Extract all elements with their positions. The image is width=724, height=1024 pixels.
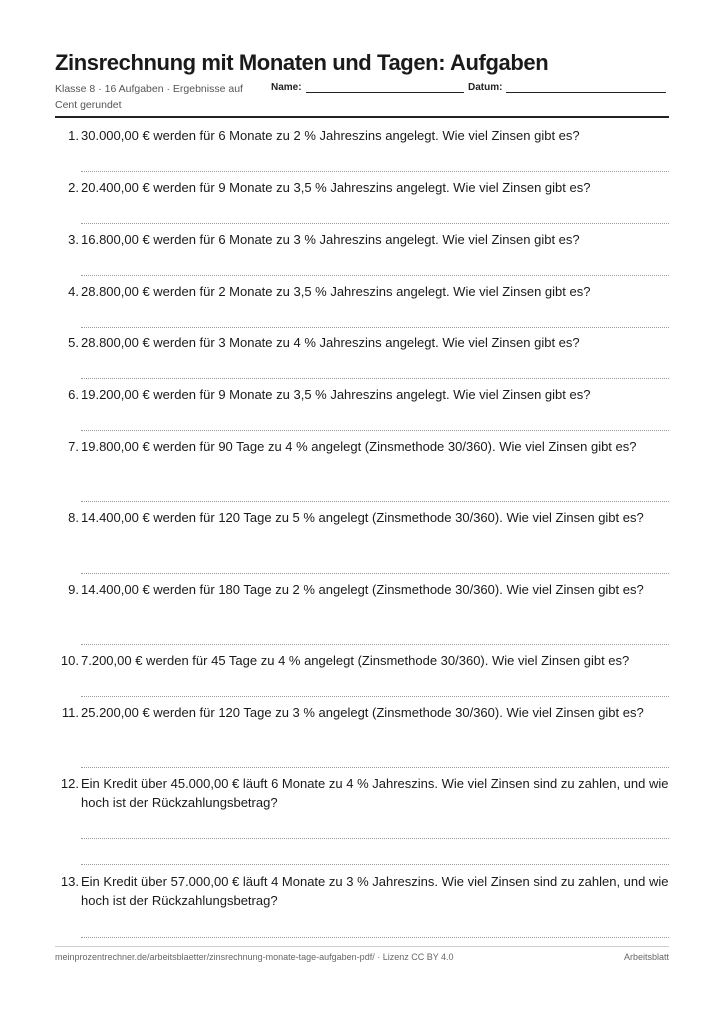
task-number: 6. xyxy=(68,387,79,402)
answer-line[interactable] xyxy=(81,864,669,865)
task-number: 1. xyxy=(68,128,79,143)
task-text: 30.000,00 € werden für 6 Monate zu 2 % Jahreszins angelegt. Wie viel Zinsen gibt es? xyxy=(81,128,580,143)
date-label: Datum: xyxy=(468,82,503,93)
name-field[interactable] xyxy=(271,82,464,93)
page-subtitle: Klasse 8 · 16 Aufgaben · Ergebnisse auf Cent gerundet xyxy=(55,83,243,111)
task-number: 4. xyxy=(68,284,79,299)
task-text: Ein Kredit über 57.000,00 € läuft 4 Monate zu 3 % Jahreszins. Wie viel Zinsen sind zu zahlen, und wie hoch ist der Rückzahlungsbetrag? xyxy=(81,874,669,908)
footer-divider xyxy=(55,946,669,947)
task-text: 28.800,00 € werden für 3 Monate zu 4 % Jahreszins angelegt. Wie viel Zinsen gibt es? xyxy=(81,335,580,350)
answer-line[interactable] xyxy=(81,171,669,172)
answer-line[interactable] xyxy=(81,573,669,574)
answer-line[interactable] xyxy=(81,275,669,276)
answer-line[interactable] xyxy=(81,696,669,697)
task-text: 14.400,00 € werden für 180 Tage zu 2 % angelegt (Zinsmethode 30/360). Wie viel Zinsen gibt es? xyxy=(81,582,644,597)
name-line[interactable] xyxy=(306,83,464,93)
page-title: Zinsrechnung mit Monaten und Tagen: Aufgaben xyxy=(55,50,549,75)
task-text: 19.800,00 € werden für 90 Tage zu 4 % angelegt (Zinsmethode 30/360). Wie viel Zinsen gibt es? xyxy=(81,439,637,454)
answer-line[interactable] xyxy=(81,327,669,328)
task-number: 5. xyxy=(68,335,79,350)
answer-line[interactable] xyxy=(81,501,669,502)
answer-line[interactable] xyxy=(81,937,669,938)
answer-line[interactable] xyxy=(81,838,669,839)
footer-source: meinprozentrechner.de/arbeitsblaetter/zinsrechnung-monate-tage-aufgaben-pdf/ · Lizenz CC BY 4.0 xyxy=(55,952,454,962)
name-label: Name: xyxy=(271,82,302,93)
task-number: 8. xyxy=(68,510,79,525)
task-number: 2. xyxy=(68,180,79,195)
task-number: 10. xyxy=(60,653,79,668)
task-text: 25.200,00 € werden für 120 Tage zu 3 % angelegt (Zinsmethode 30/360). Wie viel Zinsen gibt es? xyxy=(81,705,644,720)
footer-label: Arbeitsblatt xyxy=(623,952,669,962)
date-field[interactable] xyxy=(468,82,666,93)
answer-line[interactable] xyxy=(81,430,669,431)
answer-line[interactable] xyxy=(81,223,669,224)
date-line[interactable] xyxy=(506,83,666,93)
task-text: 7.200,00 € werden für 45 Tage zu 4 % angelegt (Zinsmethode 30/360). Wie viel Zinsen gibt es? xyxy=(81,653,630,668)
task-text: 28.800,00 € werden für 2 Monate zu 3,5 % Jahreszins angelegt. Wie viel Zinsen gibt es? xyxy=(81,284,591,299)
task-text: 16.800,00 € werden für 6 Monate zu 3 % Jahreszins angelegt. Wie viel Zinsen gibt es? xyxy=(81,232,580,247)
answer-line[interactable] xyxy=(81,378,669,379)
task-text: 19.200,00 € werden für 9 Monate zu 3,5 % Jahreszins angelegt. Wie viel Zinsen gibt es? xyxy=(81,387,591,402)
answer-line[interactable] xyxy=(81,767,669,768)
task-number: 7. xyxy=(68,439,79,454)
task-text: Ein Kredit über 45.000,00 € läuft 6 Monate zu 4 % Jahreszins. Wie viel Zinsen sind zu zahlen, und wie hoch ist der Rückzahlungsbetrag? xyxy=(81,776,669,810)
task-number: 3. xyxy=(68,232,79,247)
task-text: 14.400,00 € werden für 120 Tage zu 5 % angelegt (Zinsmethode 30/360). Wie viel Zinsen gibt es? xyxy=(81,510,644,525)
answer-line[interactable] xyxy=(81,644,669,645)
header-divider xyxy=(55,116,669,118)
task-number: 12. xyxy=(60,776,79,791)
task-text: 20.400,00 € werden für 9 Monate zu 3,5 % Jahreszins angelegt. Wie viel Zinsen gibt es? xyxy=(81,180,591,195)
task-number: 13. xyxy=(60,874,79,889)
task-number: 9. xyxy=(68,582,79,597)
task-number: 11. xyxy=(61,705,79,720)
